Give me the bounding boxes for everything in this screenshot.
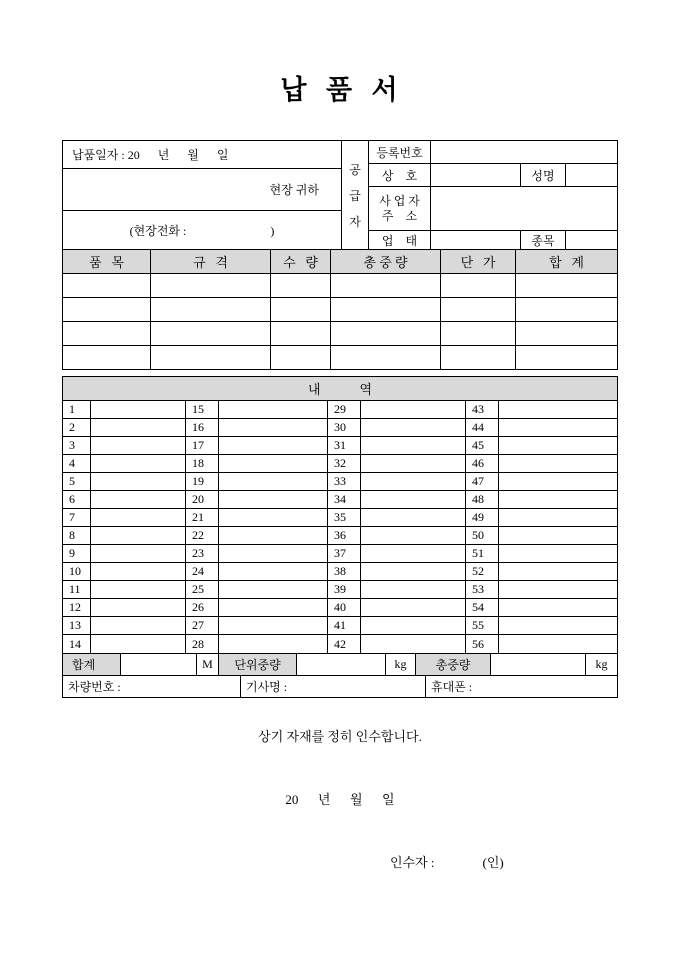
- detail-value-cell[interactable]: [219, 437, 328, 455]
- item-cell[interactable]: [63, 322, 151, 345]
- item-cell[interactable]: [151, 322, 271, 345]
- detail-number: 30: [328, 419, 361, 437]
- detail-number: 19: [186, 473, 219, 491]
- detail-value-cell[interactable]: [499, 455, 617, 473]
- driver-name-label: 기사명 :: [246, 680, 288, 694]
- item-cell[interactable]: [441, 298, 516, 321]
- detail-number: 20: [186, 491, 219, 509]
- item-cell[interactable]: [441, 274, 516, 297]
- detail-number: 23: [186, 545, 219, 563]
- page-title: 납 품 서: [280, 75, 400, 105]
- detail-number: 38: [328, 563, 361, 581]
- supplier-vertical-label: [342, 141, 369, 249]
- delivery-info-section: [63, 141, 342, 249]
- detail-number: 3: [63, 437, 91, 455]
- company-label: 상 호: [369, 164, 431, 186]
- item-cell[interactable]: [441, 322, 516, 345]
- detail-value-cell[interactable]: [91, 401, 186, 419]
- header-unit-price: 단 가: [441, 250, 516, 273]
- supplier-char-2: 급: [349, 188, 361, 203]
- item-row: [63, 297, 617, 321]
- detail-number: 10: [63, 563, 91, 581]
- detail-value-cell[interactable]: [219, 401, 328, 419]
- items-header: [63, 250, 617, 273]
- detail-value-cell[interactable]: [499, 509, 617, 527]
- detail-value-cell[interactable]: [361, 473, 466, 491]
- detail-value-cell[interactable]: [499, 473, 617, 491]
- detail-number: 6: [63, 491, 91, 509]
- item-cell[interactable]: [151, 298, 271, 321]
- detail-number: 8: [63, 527, 91, 545]
- detail-number: 47: [466, 473, 499, 491]
- detail-value-cell[interactable]: [219, 617, 328, 635]
- phone-field[interactable]: [426, 676, 617, 697]
- biz-type-value[interactable]: [431, 231, 521, 249]
- detail-number: 15: [186, 401, 219, 419]
- detail-value-cell[interactable]: [361, 527, 466, 545]
- address-value[interactable]: [431, 187, 617, 230]
- detail-number: 4: [63, 455, 91, 473]
- site-phone-label: (현장전화 : ): [129, 223, 275, 238]
- supplier-char-3: 자: [349, 214, 361, 229]
- form-sheet: [62, 140, 618, 871]
- site-phone-row[interactable]: [63, 211, 341, 249]
- detail-value-cell[interactable]: [91, 599, 186, 617]
- category-label: 종목: [521, 231, 566, 249]
- reg-no-label: 등록번호: [369, 141, 431, 163]
- detail-number: 25: [186, 581, 219, 599]
- detail-number: 31: [328, 437, 361, 455]
- detail-number: 7: [63, 509, 91, 527]
- item-cell[interactable]: [63, 274, 151, 297]
- item-cell[interactable]: [516, 346, 617, 369]
- detail-value-cell[interactable]: [91, 419, 186, 437]
- detail-number: 56: [466, 635, 499, 653]
- item-cell[interactable]: [331, 298, 441, 321]
- item-cell[interactable]: [271, 346, 331, 369]
- detail-value-cell[interactable]: [361, 419, 466, 437]
- address-label-line2: 주 소: [381, 208, 418, 223]
- detail-number: 55: [466, 617, 499, 635]
- driver-row: [62, 675, 618, 698]
- detail-value-cell[interactable]: [499, 617, 617, 635]
- item-cell[interactable]: [331, 274, 441, 297]
- unit-weight-value[interactable]: [297, 654, 386, 675]
- item-cell[interactable]: [151, 346, 271, 369]
- detail-value-cell[interactable]: [361, 563, 466, 581]
- detail-number: 36: [328, 527, 361, 545]
- detail-number: 45: [466, 437, 499, 455]
- detail-number: 27: [186, 617, 219, 635]
- detail-value-cell[interactable]: [499, 491, 617, 509]
- biz-type-label: 업 태: [369, 231, 431, 249]
- item-row: [63, 345, 617, 369]
- supplier-detail-rows: [369, 141, 617, 249]
- detail-number: 26: [186, 599, 219, 617]
- detail-number: 28: [186, 635, 219, 653]
- detail-value-cell[interactable]: [361, 437, 466, 455]
- detail-number: 41: [328, 617, 361, 635]
- detail-number: 14: [63, 635, 91, 653]
- total-weight-value[interactable]: [491, 654, 586, 675]
- detail-value-cell[interactable]: [219, 581, 328, 599]
- detail-number: 12: [63, 599, 91, 617]
- item-cell[interactable]: [63, 346, 151, 369]
- detail-value-cell[interactable]: [91, 473, 186, 491]
- supplier-info-box: [62, 140, 618, 250]
- detail-value-cell[interactable]: [219, 545, 328, 563]
- detail-value-cell[interactable]: [219, 491, 328, 509]
- item-cell[interactable]: [441, 346, 516, 369]
- detail-value-cell[interactable]: [219, 563, 328, 581]
- name-label: 성명: [521, 164, 566, 186]
- detail-number: 54: [466, 599, 499, 617]
- detail-number: 44: [466, 419, 499, 437]
- detail-number: 37: [328, 545, 361, 563]
- vehicle-number-field[interactable]: [63, 676, 241, 697]
- detail-value-cell[interactable]: [219, 455, 328, 473]
- detail-value-cell[interactable]: [91, 545, 186, 563]
- detail-number: 49: [466, 509, 499, 527]
- detail-number: 43: [466, 401, 499, 419]
- detail-number: 17: [186, 437, 219, 455]
- detail-number: 51: [466, 545, 499, 563]
- detail-value-cell[interactable]: [361, 491, 466, 509]
- detail-number: 9: [63, 545, 91, 563]
- detail-number: 24: [186, 563, 219, 581]
- detail-value-cell[interactable]: [219, 419, 328, 437]
- details-header: 내 역: [62, 376, 618, 401]
- detail-number: 34: [328, 491, 361, 509]
- detail-value-cell[interactable]: [91, 527, 186, 545]
- detail-value-cell[interactable]: [499, 581, 617, 599]
- detail-value-cell[interactable]: [499, 599, 617, 617]
- detail-value-cell[interactable]: [361, 545, 466, 563]
- detail-value-cell[interactable]: [499, 635, 617, 653]
- details-grid: [62, 400, 618, 654]
- detail-value-cell[interactable]: [361, 455, 466, 473]
- detail-number: 29: [328, 401, 361, 419]
- total-value[interactable]: [121, 654, 197, 675]
- kg-unit-label-2: kg: [595, 657, 608, 671]
- items-table: [62, 249, 618, 370]
- item-cell[interactable]: [271, 298, 331, 321]
- detail-number: 22: [186, 527, 219, 545]
- detail-number: 18: [186, 455, 219, 473]
- detail-number: 21: [186, 509, 219, 527]
- item-cell[interactable]: [271, 274, 331, 297]
- detail-value-cell[interactable]: [361, 509, 466, 527]
- supplier-char-1: 공: [349, 162, 361, 177]
- item-row: [63, 321, 617, 345]
- detail-value-cell[interactable]: [499, 527, 617, 545]
- detail-number: 40: [328, 599, 361, 617]
- detail-value-cell[interactable]: [91, 563, 186, 581]
- detail-number: 35: [328, 509, 361, 527]
- detail-number: 50: [466, 527, 499, 545]
- detail-value-cell[interactable]: [499, 563, 617, 581]
- phone-label: 휴대폰 :: [431, 680, 473, 694]
- detail-number: 5: [63, 473, 91, 491]
- item-cell[interactable]: [516, 298, 617, 321]
- item-cell[interactable]: [516, 322, 617, 345]
- detail-number: 52: [466, 563, 499, 581]
- detail-value-cell[interactable]: [91, 491, 186, 509]
- item-cell[interactable]: [331, 322, 441, 345]
- detail-value-cell[interactable]: [91, 617, 186, 635]
- detail-number: 48: [466, 491, 499, 509]
- header-total-weight: 총 중 량: [331, 250, 441, 273]
- address-label-line1: 사 업 자: [379, 193, 420, 208]
- detail-value-cell[interactable]: [219, 527, 328, 545]
- detail-value-cell[interactable]: [499, 401, 617, 419]
- detail-value-cell[interactable]: [91, 437, 186, 455]
- detail-value-cell[interactable]: [91, 455, 186, 473]
- seal-label: (인): [482, 855, 504, 870]
- detail-value-cell[interactable]: [499, 419, 617, 437]
- detail-number: 46: [466, 455, 499, 473]
- items-body: [63, 273, 617, 369]
- item-cell[interactable]: [516, 274, 617, 297]
- detail-value-cell[interactable]: [219, 599, 328, 617]
- detail-value-cell[interactable]: [499, 437, 617, 455]
- detail-value-cell[interactable]: [219, 635, 328, 653]
- detail-value-cell[interactable]: [499, 545, 617, 563]
- summary-row: [62, 653, 618, 676]
- driver-name-field[interactable]: [241, 676, 426, 697]
- vehicle-number-label: 차량번호 :: [68, 680, 121, 694]
- detail-value-cell[interactable]: [91, 581, 186, 599]
- meter-unit-label: M: [197, 654, 219, 675]
- site-row[interactable]: [63, 169, 341, 211]
- header-item: 품 목: [63, 250, 151, 273]
- header-total: 합 계: [549, 255, 584, 270]
- detail-value-cell[interactable]: [219, 509, 328, 527]
- detail-value-cell[interactable]: [361, 635, 466, 653]
- address-label: [369, 187, 431, 230]
- unit-weight-label: 단위중량: [219, 654, 297, 675]
- reg-no-value[interactable]: [431, 141, 617, 163]
- detail-number: 32: [328, 455, 361, 473]
- detail-number: 13: [63, 617, 91, 635]
- detail-value-cell[interactable]: [361, 401, 466, 419]
- receipt-statement: 상기 자재를 정히 인수합니다.: [258, 729, 422, 744]
- detail-value-cell[interactable]: [361, 617, 466, 635]
- total-weight-label: 총중량: [416, 654, 491, 675]
- header-qty: 수 량: [271, 250, 331, 273]
- category-value[interactable]: [566, 231, 617, 249]
- receiver-line: [62, 852, 618, 871]
- detail-number: 33: [328, 473, 361, 491]
- detail-number: 16: [186, 419, 219, 437]
- detail-number: 1: [63, 401, 91, 419]
- kg-unit-label-1: kg: [386, 654, 416, 675]
- detail-number: 53: [466, 581, 499, 599]
- total-label: 합계: [63, 654, 121, 675]
- detail-value-cell[interactable]: [219, 473, 328, 491]
- item-cell[interactable]: [271, 322, 331, 345]
- detail-number: 39: [328, 581, 361, 599]
- site-label: 현장 귀하: [269, 183, 319, 197]
- company-value[interactable]: [431, 164, 521, 186]
- item-cell[interactable]: [151, 274, 271, 297]
- detail-number: 2: [63, 419, 91, 437]
- detail-value-cell[interactable]: [361, 581, 466, 599]
- receipt-date: 20 년 월 일: [285, 792, 395, 807]
- item-row: [63, 273, 617, 297]
- delivery-date-label: 납품일자 : 20 년 월 일: [72, 148, 229, 162]
- name-value[interactable]: [566, 164, 617, 186]
- detail-value-cell[interactable]: [91, 635, 186, 653]
- detail-number: 42: [328, 635, 361, 653]
- item-cell[interactable]: [331, 346, 441, 369]
- detail-number: 11: [63, 581, 91, 599]
- detail-value-cell[interactable]: [91, 509, 186, 527]
- header-spec: 규 격: [151, 250, 271, 273]
- item-cell[interactable]: [63, 298, 151, 321]
- receiver-label: 인수자 :: [390, 855, 435, 870]
- delivery-date-row[interactable]: [63, 141, 341, 169]
- detail-value-cell[interactable]: [361, 599, 466, 617]
